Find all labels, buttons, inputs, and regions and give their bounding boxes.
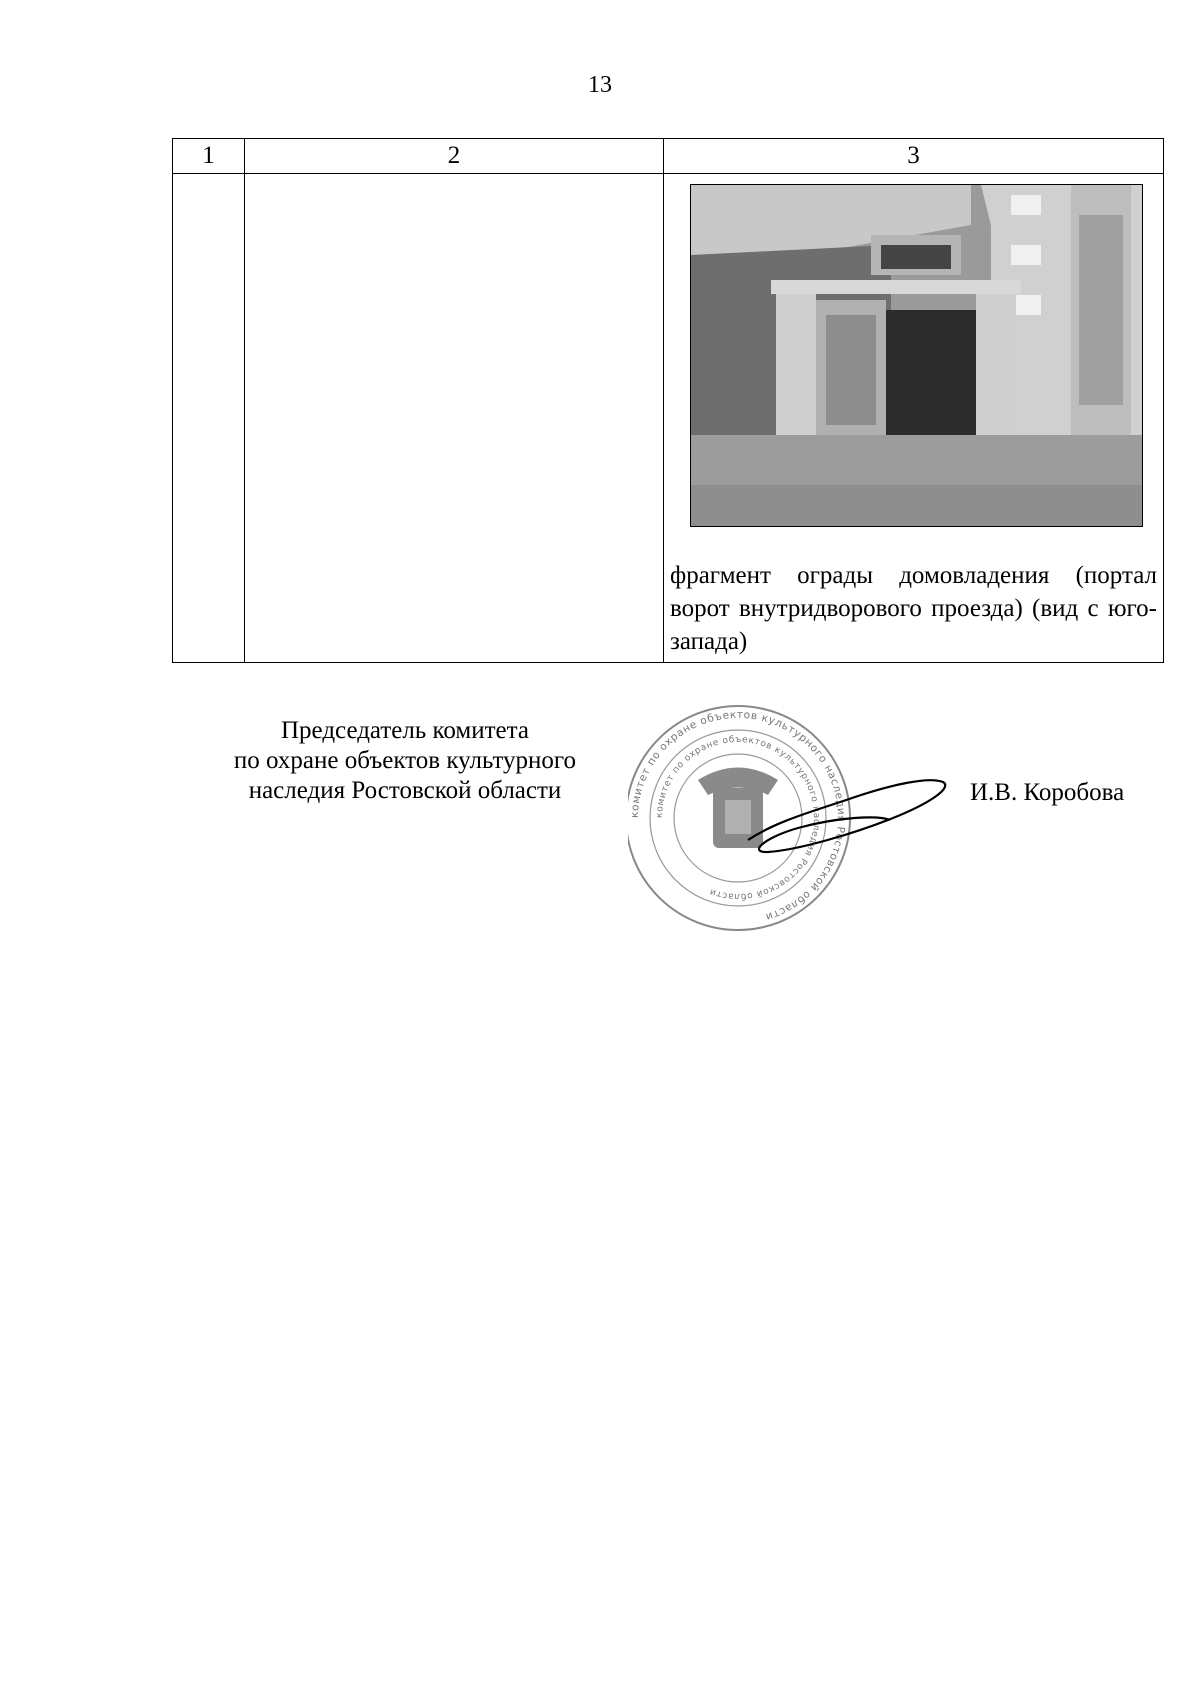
table-cell-2 — [245, 174, 664, 663]
photo-caption: фрагмент ограды домовладения (портал ворот внутридворового проезда) (вид с юго-запада) — [670, 562, 1157, 655]
object-photo — [690, 184, 1143, 527]
signatory-title-line: по охране объектов культурного — [233, 747, 577, 774]
table-row — [173, 174, 1164, 663]
table-cell-3 — [664, 174, 1164, 663]
signatory-title — [190, 716, 620, 806]
column-header-2: 2 — [245, 139, 664, 174]
table-header-row — [173, 139, 1164, 174]
signatory-title-line: наследия Ростовской области — [248, 777, 562, 804]
official-seal — [628, 700, 958, 945]
table-cell-1 — [173, 174, 245, 663]
seal-inner-text: комитет по охране объектов культурного наследия Ростовской области — [654, 734, 822, 902]
page-number: 13 — [588, 72, 612, 98]
signatory-name: И.В. Коробова — [970, 779, 1125, 806]
column-header-1: 1 — [173, 139, 245, 174]
signatory-title-line: Председатель комитета — [281, 717, 529, 744]
seal-outer-text: комитет по охране объектов культурного наследия Ростовской области — [628, 708, 848, 924]
appendix-table — [172, 138, 1164, 663]
column-header-3: 3 — [664, 139, 1164, 174]
coat-of-arms-icon — [698, 768, 778, 849]
